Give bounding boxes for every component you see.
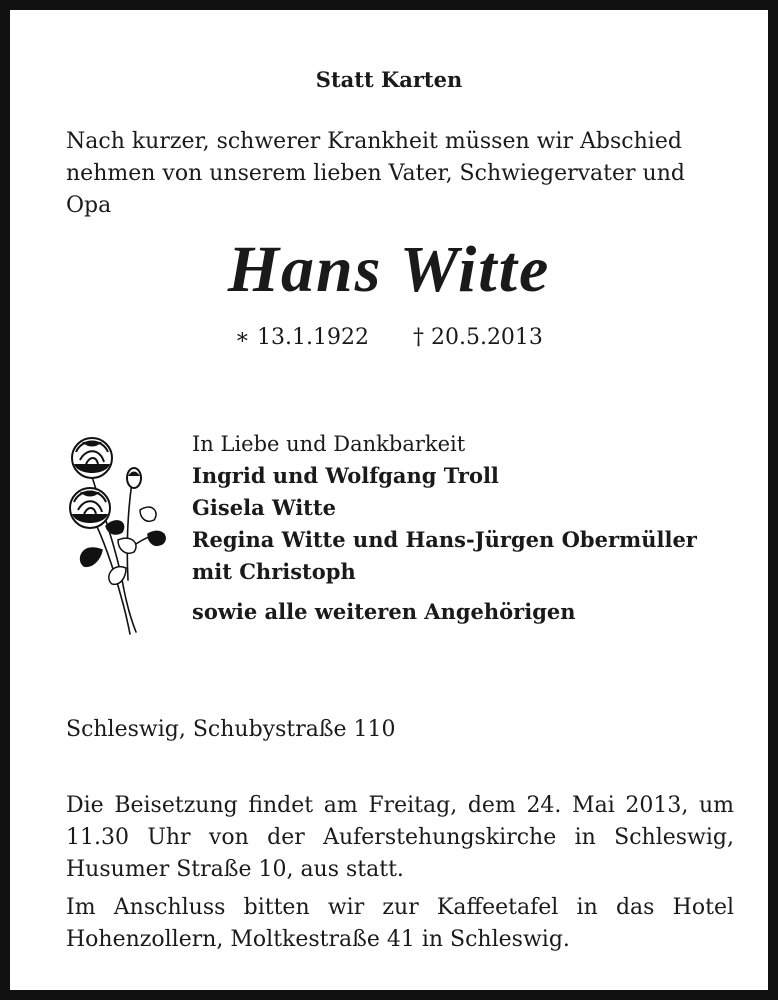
rose-icon xyxy=(62,430,174,636)
mourner-line: Regina Witte und Hans-Jürgen Obermüller xyxy=(192,527,697,552)
closing-line: In Liebe und Dankbarkeit xyxy=(192,432,466,456)
reception-info: Im Anschluss bitten wir zur Kaffeetafel in das Hotel Hohenzollern, Moltkestraße 41 in Schleswig. xyxy=(66,895,734,952)
family-address: Schleswig, Schubystraße 110 xyxy=(66,717,396,742)
death-date: † 20.5.2013 xyxy=(412,325,543,350)
intro-text: Nach kurzer, schwerer Krankheit müssen wir Abschied nehmen von unserem lieben Vater, Schwiegervater und Opa xyxy=(66,129,685,218)
relatives-line: sowie alle weiteren Angehörigen xyxy=(192,599,576,624)
mourner-line: mit Christoph xyxy=(192,559,356,584)
notice-heading: Statt Karten xyxy=(315,67,463,92)
deceased-name: Hans Witte xyxy=(227,233,551,306)
life-dates xyxy=(20,325,758,350)
mourner-line: Gisela Witte xyxy=(192,495,336,520)
mourner-line: Ingrid und Wolfgang Troll xyxy=(192,463,499,488)
signers-block xyxy=(192,428,752,628)
birth-date: ∗ 13.1.1922 xyxy=(235,325,369,350)
burial-info: Die Beisetzung findet am Freitag, dem 24. Mai 2013, um 11.30 Uhr von der Auferstehungskirche in Schleswig, Husumer Straße 10, aus statt. xyxy=(66,793,734,882)
